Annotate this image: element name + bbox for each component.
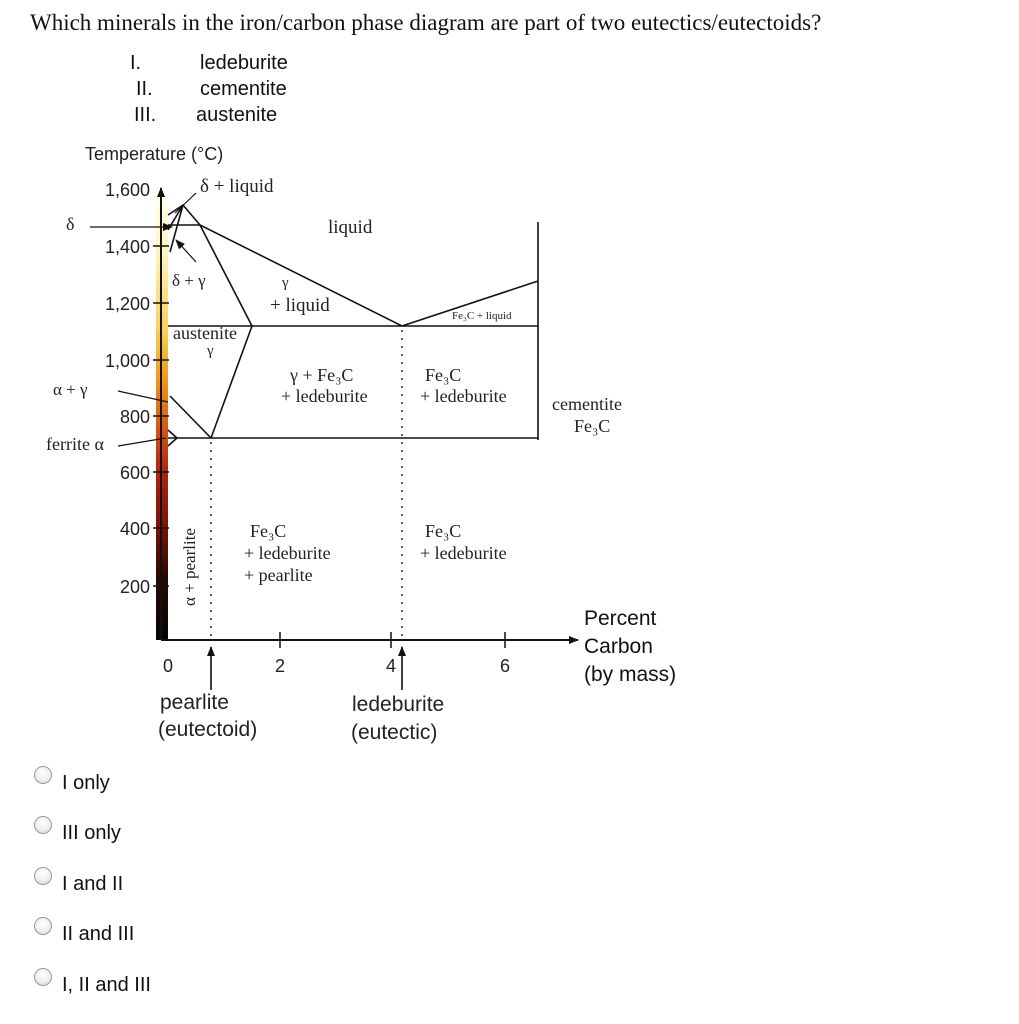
question-text: Which minerals in the iron/carbon phase diagram are part of two eutectics/eutectoids? [30,10,822,35]
region-alpha-pearlite: α + pearlite [180,528,199,606]
alpha-gamma-label: α + γ [53,380,88,399]
x-axis-title-line: (by mass) [584,663,677,686]
delta-gamma-pointer [176,240,196,262]
region-fe3c-lower-left: Fe₃C [250,521,287,541]
region-gamma-fe3c: γ + Fe₃C [290,365,354,385]
a3-line [170,396,211,438]
region-fe3c-upper-right: Fe₃C [425,365,462,385]
y-tick-label: 800 [119,407,150,427]
region-delta-gamma: δ + γ [172,271,206,290]
region-lower-right-ledeburite: + ledeburite [420,543,507,563]
radio-button[interactable] [34,867,52,885]
region-gamma-liquid: + liquid [270,295,330,316]
region-austenite: austenite [173,323,237,343]
option-label: I only [62,772,110,794]
y-tick-label: 1,200 [104,294,150,314]
radio-button[interactable] [34,917,52,935]
option-label: II and III [62,923,135,945]
region-lower-left-ledeburite: + ledeburite [244,543,331,563]
eutectoid-annotation: (eutectoid) [158,718,258,741]
region-lower-left-pearlite: + pearlite [244,565,313,585]
ferrite-label: ferrite α [46,434,104,454]
y-tick-label: 200 [119,577,150,597]
x-tick-label: 0 [162,656,174,676]
y-tick-label: 1,400 [104,237,150,257]
y-tick-label: 400 [119,519,150,539]
region-austenite-gamma: γ [207,343,214,359]
x-tick-label: 4 [385,656,397,676]
y-tick-label: 1,600 [104,180,150,200]
option-label: III only [62,822,121,844]
x-axis-title-line: Carbon [584,635,653,658]
region-gamma-symbol: γ [282,275,289,291]
statement-text: cementite [200,78,287,100]
statement-number: III. [134,104,157,126]
radio-button[interactable] [34,766,52,784]
y-axis-title: Temperature (°C) [85,144,224,164]
region-cementite-formula: Fe₃C [574,416,611,436]
region-gamma-fe3c-ledeburite: + ledeburite [281,386,368,406]
region-cementite: cementite [552,394,622,414]
eutectic-annotation: (eutectic) [351,721,438,744]
delta-plus-liquid-pointer [175,193,196,213]
radio-button[interactable] [34,968,52,986]
ledeburite-annotation: ledeburite [352,693,445,716]
pearlite-annotation: pearlite [160,691,229,714]
region-fe3c-liquid: Fe₃C + liquid [452,310,512,322]
x-tick-label: 6 [499,656,511,676]
statement-text: ledeburite [200,52,288,74]
option-label: I and II [62,873,124,895]
statement-number: I. [130,52,142,74]
region-fe3c-lower-right: Fe₃C [425,521,462,541]
region-fe3c-upper-right-ledeburite: + ledeburite [420,386,507,406]
delta-label: δ [66,214,75,234]
region-delta-liquid: δ + liquid [200,176,274,197]
option-label: I, II and III [62,974,151,996]
y-tick-label: 600 [119,463,150,483]
region-liquid: liquid [328,217,373,238]
radio-button[interactable] [34,816,52,834]
y-tick-label: 1,000 [104,351,150,371]
x-tick-label: 2 [274,656,286,676]
statement-text: austenite [196,104,278,126]
statement-number: II. [136,78,153,100]
solidus-line [200,225,252,326]
x-axis-title-line: Percent [584,607,657,630]
